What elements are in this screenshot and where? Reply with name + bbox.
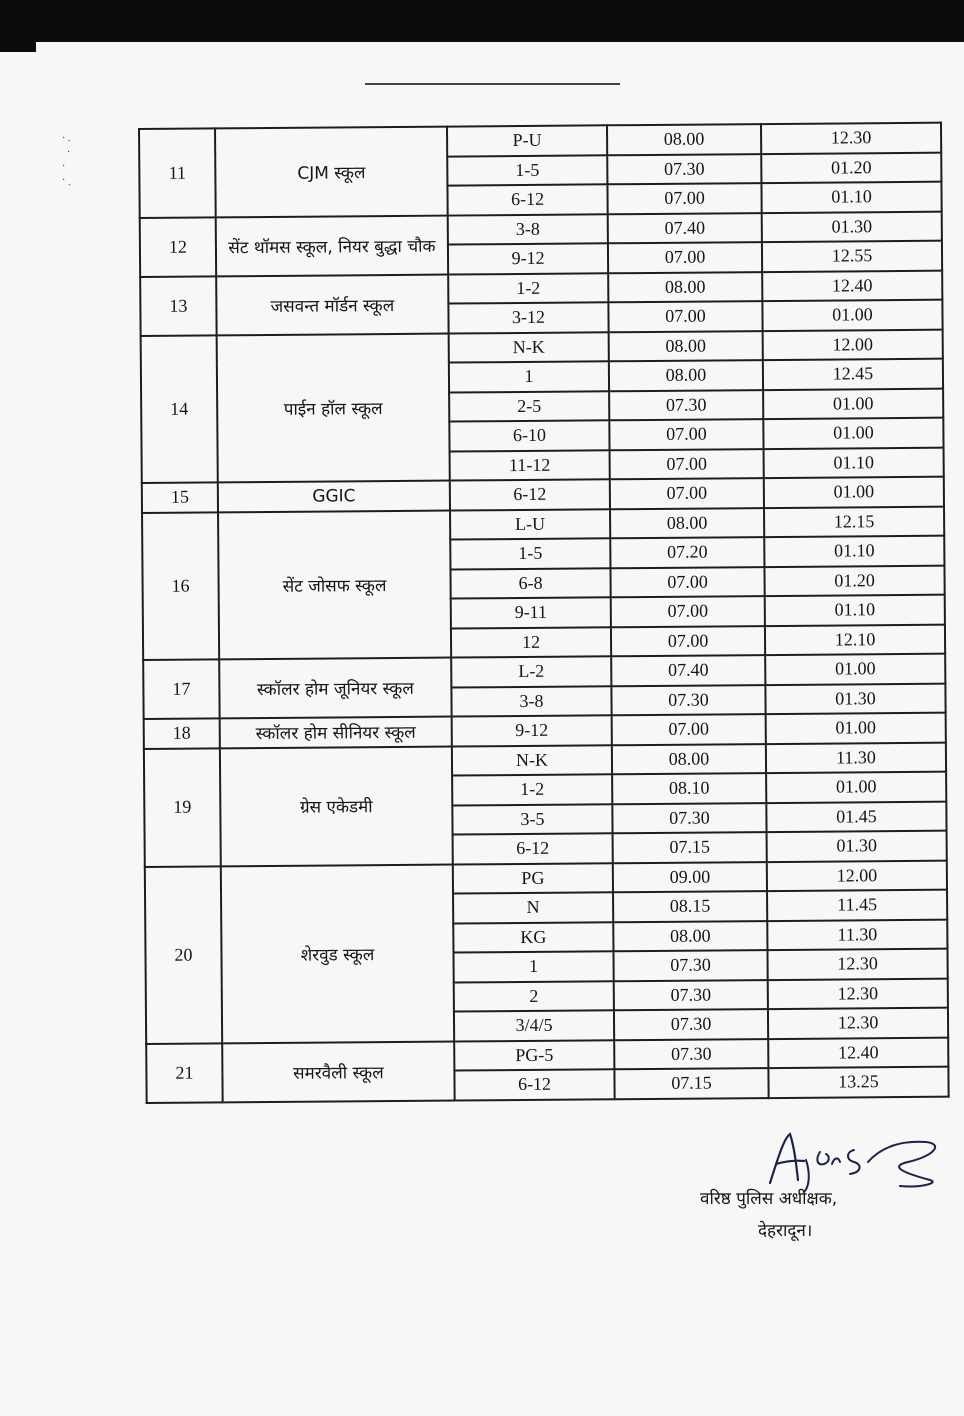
school-timing-table-body: [139, 123, 949, 1103]
classes-cell: L-2: [451, 656, 611, 687]
end-time-cell: 01.00: [766, 713, 946, 744]
start-time-cell: 07.00: [611, 596, 765, 627]
header-rule: [365, 83, 620, 85]
start-time-cell: 07.30: [609, 390, 763, 421]
start-time-cell: 07.00: [608, 301, 762, 332]
scan-top-edge: [0, 0, 964, 42]
serial-number-cell: 13: [140, 276, 216, 336]
start-time-cell: 07.40: [608, 213, 762, 244]
scan-top-edge-corner: [0, 42, 36, 52]
start-time-cell: 07.30: [611, 685, 765, 716]
start-time-cell: 07.00: [610, 478, 764, 509]
serial-number-cell: 15: [142, 482, 218, 512]
start-time-cell: 08.00: [607, 124, 761, 155]
classes-cell: 9-12: [448, 243, 608, 274]
classes-cell: 6-12: [454, 1069, 614, 1100]
end-time-cell: 01.10: [764, 536, 944, 567]
classes-cell: 6-10: [449, 420, 609, 451]
classes-cell: 9-11: [451, 597, 611, 628]
scan-specks: · . · · · ˎ: [62, 133, 72, 186]
school-name-cell: ग्रेस एकेडमी: [220, 746, 453, 866]
classes-cell: 1-5: [450, 538, 610, 569]
end-time-cell: 01.30: [765, 683, 945, 714]
classes-cell: 3-8: [451, 686, 611, 717]
start-time-cell: 07.00: [609, 419, 763, 450]
end-time-cell: 12.30: [768, 1008, 948, 1039]
classes-cell: N-K: [452, 745, 612, 776]
end-time-cell: 11.30: [767, 919, 947, 950]
end-time-cell: 13.25: [768, 1067, 948, 1098]
end-time-cell: 01.20: [764, 565, 944, 596]
start-time-cell: 07.30: [614, 1009, 768, 1040]
classes-cell: N: [453, 892, 613, 923]
classes-cell: PG-5: [454, 1040, 614, 1071]
classes-cell: N-K: [449, 332, 609, 363]
serial-number-cell: 17: [143, 659, 219, 719]
start-time-cell: 08.00: [612, 744, 766, 775]
start-time-cell: 08.00: [613, 921, 767, 952]
end-time-cell: 12.30: [767, 949, 947, 980]
start-time-cell: 07.00: [611, 626, 765, 657]
end-time-cell: 12.30: [768, 978, 948, 1009]
school-name-cell: CJM स्कूल: [215, 127, 448, 217]
start-time-cell: 07.30: [612, 803, 766, 834]
classes-cell: 1: [453, 951, 613, 982]
start-time-cell: 07.00: [610, 567, 764, 598]
classes-cell: 11-12: [450, 450, 610, 481]
school-name-cell: समरवैली स्कूल: [222, 1041, 454, 1102]
signatory-designation: वरिष्ठ पुलिस अधीक्षक,: [700, 1189, 838, 1209]
end-time-cell: 01.10: [764, 447, 944, 478]
start-time-cell: 07.30: [614, 1039, 768, 1070]
start-time-cell: 07.15: [614, 1068, 768, 1099]
end-time-cell: 01.10: [765, 595, 945, 626]
start-time-cell: 08.00: [610, 508, 764, 539]
school-name-cell: GGIC: [218, 481, 450, 512]
classes-cell: 1-2: [448, 273, 608, 304]
classes-cell: 6-8: [450, 568, 610, 599]
serial-number-cell: 11: [139, 128, 216, 217]
serial-number-cell: 19: [144, 748, 221, 867]
start-time-cell: 07.30: [607, 154, 761, 185]
school-name-cell: सेंट जोसफ स्कूल: [218, 510, 451, 659]
end-time-cell: 12.40: [768, 1037, 948, 1068]
classes-cell: 9-12: [452, 715, 612, 746]
school-timing-table: [138, 122, 950, 1104]
start-time-cell: 08.00: [608, 272, 762, 303]
classes-cell: 3/4/5: [454, 1010, 614, 1041]
start-time-cell: 08.00: [609, 360, 763, 391]
start-time-cell: 08.10: [612, 773, 766, 804]
school-name-cell: स्कॉलर होम जूनियर स्कूल: [219, 658, 451, 719]
signatory-place: देहरादून।: [758, 1221, 813, 1241]
end-time-cell: 01.00: [764, 477, 944, 508]
end-time-cell: 11.45: [767, 890, 947, 921]
classes-cell: 6-12: [450, 479, 610, 510]
end-time-cell: 12.45: [763, 359, 943, 390]
classes-cell: 2: [454, 981, 614, 1012]
classes-cell: 6-12: [447, 184, 607, 215]
start-time-cell: 07.20: [610, 537, 764, 568]
start-time-cell: 07.00: [607, 183, 761, 214]
start-time-cell: 07.00: [612, 714, 766, 745]
classes-cell: 1-2: [452, 774, 612, 805]
start-time-cell: 08.00: [609, 331, 763, 362]
classes-cell: PG: [453, 863, 613, 894]
start-time-cell: 07.30: [614, 980, 768, 1011]
start-time-cell: 07.15: [613, 832, 767, 863]
end-time-cell: 01.00: [763, 418, 943, 449]
end-time-cell: 12.55: [762, 241, 942, 272]
classes-cell: 3-5: [452, 804, 612, 835]
start-time-cell: 07.30: [613, 950, 767, 981]
end-time-cell: 12.10: [765, 624, 945, 655]
classes-cell: 2-5: [449, 391, 609, 422]
signature-block: [700, 1128, 950, 1258]
school-name-cell: पाईन हॉल स्कूल: [217, 333, 450, 482]
schedule-sheet: [138, 122, 948, 1108]
classes-cell: 1: [449, 361, 609, 392]
start-time-cell: 07.40: [611, 655, 765, 686]
classes-cell: P-U: [447, 125, 607, 156]
start-time-cell: 07.00: [608, 242, 762, 273]
school-name-cell: शेरवुड स्कूल: [221, 864, 454, 1043]
serial-number-cell: 20: [145, 866, 222, 1044]
end-time-cell: 01.30: [762, 211, 942, 242]
end-time-cell: 01.00: [762, 300, 942, 331]
classes-cell: KG: [453, 922, 613, 953]
classes-cell: 1-5: [447, 155, 607, 186]
end-time-cell: 12.00: [767, 860, 947, 891]
end-time-cell: 01.20: [761, 152, 941, 183]
classes-cell: 3-12: [448, 302, 608, 333]
end-time-cell: 01.00: [766, 772, 946, 803]
end-time-cell: 01.45: [766, 801, 946, 832]
serial-number-cell: 18: [144, 718, 220, 748]
start-time-cell: 07.00: [610, 449, 764, 480]
end-time-cell: 12.00: [763, 329, 943, 360]
end-time-cell: 12.15: [764, 506, 944, 537]
end-time-cell: 12.30: [761, 123, 941, 154]
end-time-cell: 01.10: [761, 182, 941, 213]
classes-cell: 12: [451, 627, 611, 658]
start-time-cell: 09.00: [613, 862, 767, 893]
school-name-cell: स्कॉलर होम सीनियर स्कूल: [220, 717, 452, 748]
school-name-cell: सेंट थॉमस स्कूल, नियर बुद्धा चौक: [216, 215, 448, 276]
serial-number-cell: 12: [140, 217, 216, 277]
classes-cell: L-U: [450, 509, 610, 540]
start-time-cell: 08.15: [613, 891, 767, 922]
classes-cell: 6-12: [453, 833, 613, 864]
end-time-cell: 11.30: [766, 742, 946, 773]
end-time-cell: 01.00: [765, 654, 945, 685]
end-time-cell: 01.00: [763, 388, 943, 419]
school-name-cell: जसवन्त मॉर्डन स्कूल: [216, 274, 448, 335]
serial-number-cell: 14: [141, 335, 218, 483]
serial-number-cell: 16: [142, 512, 219, 660]
end-time-cell: 12.40: [762, 270, 942, 301]
serial-number-cell: 21: [146, 1043, 222, 1103]
end-time-cell: 01.30: [767, 831, 947, 862]
classes-cell: 3-8: [448, 214, 608, 245]
